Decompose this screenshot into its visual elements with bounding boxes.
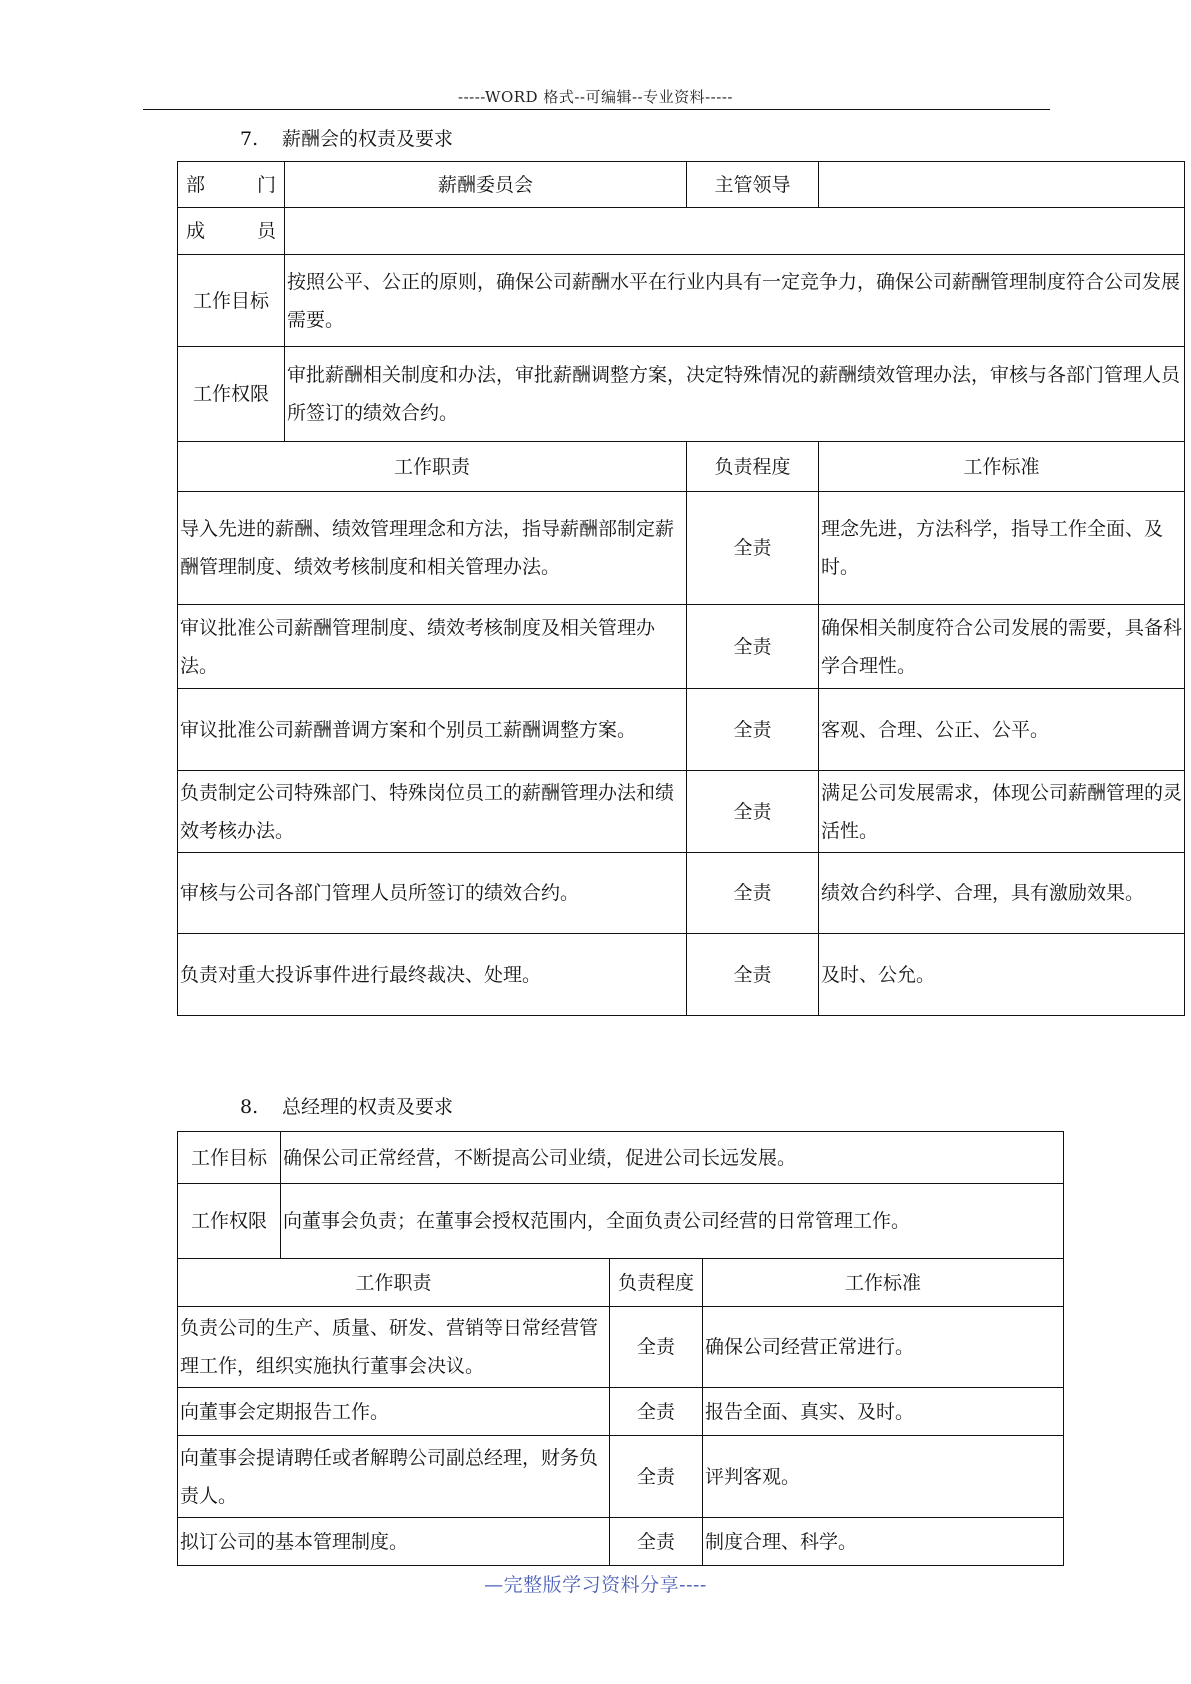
authority-label: 工作权限 (178, 1184, 281, 1259)
authority-value: 向董事会负责；在董事会授权范围内，全面负责公司经营的日常管理工作。 (281, 1184, 1064, 1259)
table-row (178, 605, 1185, 689)
duty-cell: 负责制定公司特殊部门、特殊岗位员工的薪酬管理办法和绩效考核办法。 (178, 771, 687, 853)
col-standard-header: 工作标准 (703, 1259, 1064, 1307)
authority-row (178, 1184, 1064, 1259)
duty-cell: 向董事会定期报告工作。 (178, 1388, 610, 1436)
authority-row (178, 347, 1185, 442)
level-cell: 全责 (610, 1388, 703, 1436)
table-row (178, 771, 1185, 853)
level-cell: 全责 (687, 492, 819, 605)
members-row (178, 208, 1185, 255)
goal-value: 确保公司正常经营，不断提高公司业绩，促进公司长远发展。 (281, 1132, 1064, 1184)
section8-title (240, 1092, 453, 1119)
dept-label: 部 门 (178, 162, 285, 208)
page-footer: —完整版学习资料分享---- (484, 1574, 707, 1596)
members-value (285, 208, 1185, 255)
table-row (178, 1388, 1064, 1436)
leader-label: 主管领导 (687, 162, 819, 208)
table-row (178, 1307, 1064, 1388)
duty-cell: 拟订公司的基本管理制度。 (178, 1518, 610, 1566)
standard-cell: 确保公司经营正常进行。 (703, 1307, 1064, 1388)
standard-cell: 绩效合约科学、合理，具有激励效果。 (819, 853, 1185, 934)
standard-cell: 满足公司发展需求，体现公司薪酬管理的灵活性。 (819, 771, 1185, 853)
table-row (178, 1518, 1064, 1566)
table-row (178, 492, 1185, 605)
page-header: -----WORD 格式--可编辑--专业资料----- (458, 88, 733, 106)
duty-cell: 审议批准公司薪酬管理制度、绩效考核制度及相关管理办法。 (178, 605, 687, 689)
standard-cell: 评判客观。 (703, 1436, 1064, 1518)
standard-cell: 报告全面、真实、及时。 (703, 1388, 1064, 1436)
level-cell: 全责 (610, 1307, 703, 1388)
goal-row (178, 1132, 1064, 1184)
standard-cell: 制度合理、科学。 (703, 1518, 1064, 1566)
col-duty-header: 工作职责 (178, 442, 687, 492)
standard-cell: 理念先进，方法科学，指导工作全面、及时。 (819, 492, 1185, 605)
header-rule (143, 109, 1050, 110)
col-standard-header: 工作标准 (819, 442, 1185, 492)
section7-number: 7. (240, 128, 259, 150)
table-row (178, 689, 1185, 771)
standard-cell: 及时、公允。 (819, 934, 1185, 1016)
goal-row (178, 255, 1185, 347)
level-cell: 全责 (687, 605, 819, 689)
column-header-row (178, 442, 1185, 492)
column-header-row (178, 1259, 1064, 1307)
goal-value: 按照公平、公正的原则，确保公司薪酬水平在行业内具有一定竞争力，确保公司薪酬管理制度符合公司发展需要。 (285, 255, 1185, 347)
level-cell: 全责 (610, 1518, 703, 1566)
duty-cell: 导入先进的薪酬、绩效管理理念和方法，指导薪酬部制定薪酬管理制度、绩效考核制度和相关管理办法。 (178, 492, 687, 605)
members-label: 成 员 (178, 208, 285, 255)
level-cell: 全责 (610, 1436, 703, 1518)
col-level-header: 负责程度 (687, 442, 819, 492)
level-cell: 全责 (687, 771, 819, 853)
section8-title-text: 总经理的权责及要求 (282, 1096, 454, 1118)
section8-table (177, 1131, 1064, 1566)
section7-title-text: 薪酬会的权责及要求 (282, 128, 454, 150)
duty-cell: 负责对重大投诉事件进行最终裁决、处理。 (178, 934, 687, 1016)
goal-label: 工作目标 (178, 1132, 281, 1184)
duty-cell: 审核与公司各部门管理人员所签订的绩效合约。 (178, 853, 687, 934)
authority-value: 审批薪酬相关制度和办法，审批薪酬调整方案，决定特殊情况的薪酬绩效管理办法，审核与各部门管理人员所签订的绩效合约。 (285, 347, 1185, 442)
level-cell: 全责 (687, 934, 819, 1016)
level-cell: 全责 (687, 689, 819, 771)
goal-label: 工作目标 (178, 255, 285, 347)
dept-row (178, 162, 1185, 208)
duty-cell: 负责公司的生产、质量、研发、营销等日常经营管理工作，组织实施执行董事会决议。 (178, 1307, 610, 1388)
table-row (178, 934, 1185, 1016)
standard-cell: 客观、合理、公正、公平。 (819, 689, 1185, 771)
section8-number: 8. (240, 1096, 259, 1118)
section7-table (177, 161, 1185, 1016)
col-level-header: 负责程度 (610, 1259, 703, 1307)
dept-value: 薪酬委员会 (285, 162, 687, 208)
section7-title (240, 124, 453, 151)
duty-cell: 审议批准公司薪酬普调方案和个别员工薪酬调整方案。 (178, 689, 687, 771)
authority-label: 工作权限 (178, 347, 285, 442)
level-cell: 全责 (687, 853, 819, 934)
duty-cell: 向董事会提请聘任或者解聘公司副总经理，财务负责人。 (178, 1436, 610, 1518)
table-row (178, 853, 1185, 934)
leader-value (819, 162, 1185, 208)
table-row (178, 1436, 1064, 1518)
standard-cell: 确保相关制度符合公司发展的需要，具备科学合理性。 (819, 605, 1185, 689)
col-duty-header: 工作职责 (178, 1259, 610, 1307)
